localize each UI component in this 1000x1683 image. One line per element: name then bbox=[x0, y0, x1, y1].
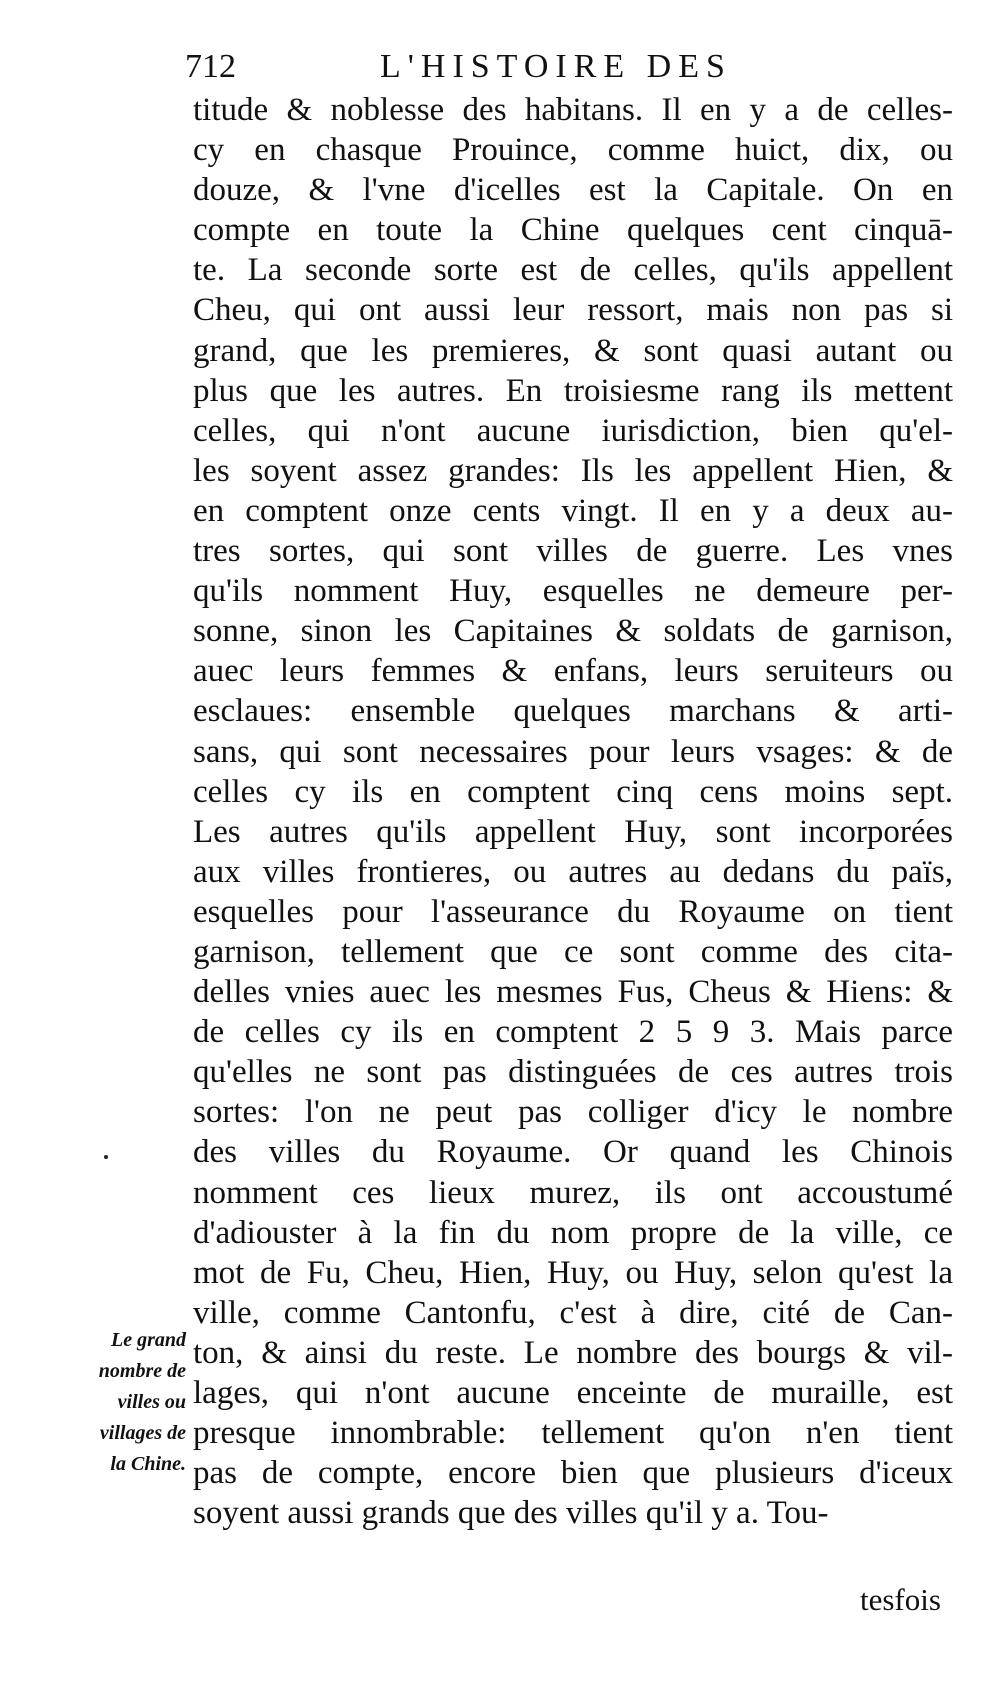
margin-note-line: villages de bbox=[99, 1422, 186, 1444]
text-line: grand, que les premieres, & sont quasi autant ou bbox=[193, 332, 953, 369]
text-line: delles vnies auec les mesmes Fus, Cheus & Hiens: & bbox=[193, 974, 953, 1011]
text-line: esclaues: ensemble quelques marchans & arti- bbox=[193, 693, 953, 730]
text-line: te. La seconde sorte est de celles, qu'ils appellent bbox=[193, 252, 953, 289]
text-line: qu'ils nomment Huy, esquelles ne demeure per- bbox=[193, 573, 953, 610]
catchword: tesfois bbox=[860, 1582, 941, 1617]
page-number: 712 bbox=[185, 48, 236, 85]
ink-speck bbox=[104, 1155, 108, 1159]
text-line: d'adiouster à la fin du nom propre de la ville, ce bbox=[193, 1214, 953, 1251]
text-line: les soyent assez grandes: Ils les appellent Hien, & bbox=[193, 452, 953, 489]
margin-note-line: villes ou bbox=[117, 1391, 186, 1413]
text-line: titude & noblesse des habitans. Il en y a de celles- bbox=[193, 92, 953, 128]
margin-note bbox=[60, 1325, 186, 1480]
text-line: sans, qui sont necessaires pour leurs vsages: & de bbox=[193, 733, 953, 770]
text-line: en comptent onze cents vingt. Il en y a deux au- bbox=[193, 492, 953, 529]
text-line: Cheu, qui ont aussi leur ressort, mais non pas si bbox=[193, 292, 953, 329]
text-line: qu'elles ne sont pas distinguées de ces autres trois bbox=[193, 1054, 953, 1091]
text-line: tres sortes, qui sont villes de guerre. Les vnes bbox=[193, 533, 953, 570]
text-line: de celles cy ils en comptent 2 5 9 3. Mais parce bbox=[193, 1014, 953, 1051]
text-line: sortes: l'on ne peut pas colliger d'icy le nombre bbox=[193, 1094, 953, 1131]
margin-note-line: Le grand bbox=[111, 1329, 186, 1351]
text-line: presque innombrable: tellement qu'on n'en tient bbox=[193, 1415, 953, 1452]
text-line: garnison, tellement que ce sont comme des cita- bbox=[193, 933, 953, 970]
text-line: lages, qui n'ont aucune enceinte de muraille, est bbox=[193, 1375, 953, 1411]
margin-note-line: nombre de bbox=[98, 1360, 186, 1382]
text-line: celles, qui n'ont aucune iurisdiction, bien qu'el- bbox=[193, 412, 953, 449]
text-line: ton, & ainsi du reste. Le nombre des bourgs & vil- bbox=[193, 1334, 953, 1371]
text-line: compte en toute la Chine quelques cent cinquā- bbox=[193, 212, 953, 249]
text-line: celles cy ils en comptent cinq cens moins sept. bbox=[193, 773, 953, 810]
text-line: plus que les autres. En troisiesme rang ils mettent bbox=[193, 372, 953, 409]
text-line: douze, & l'vne d'icelles est la Capitale. On en bbox=[193, 172, 953, 209]
body-text bbox=[193, 90, 953, 1533]
text-line: Les autres qu'ils appellent Huy, sont incorporées bbox=[193, 813, 953, 850]
text-line: mot de Fu, Cheu, Hien, Huy, ou Huy, selon qu'est la bbox=[193, 1254, 953, 1291]
text-line: cy en chasque Prouince, comme huict, dix, ou bbox=[193, 132, 953, 169]
text-line: nomment ces lieux murez, ils ont accoustumé bbox=[193, 1174, 953, 1211]
text-line: ville, comme Cantonfu, c'est à dire, cité de Can- bbox=[193, 1294, 953, 1331]
text-line: des villes du Royaume. Or quand les Chinois bbox=[193, 1134, 953, 1171]
text-line: soyent aussi grands que des villes qu'il y a. Tou- bbox=[193, 1495, 829, 1532]
text-line: aux villes frontieres, ou autres au dedans du païs, bbox=[193, 853, 953, 890]
running-title: L'HISTOIRE DES bbox=[380, 48, 732, 85]
text-line: esquelles pour l'asseurance du Royaume on tient bbox=[193, 893, 953, 930]
page-header bbox=[185, 48, 945, 96]
text-line: auec leurs femmes & enfans, leurs seruiteurs ou bbox=[193, 653, 953, 690]
text-line: sonne, sinon les Capitaines & soldats de garnison, bbox=[193, 613, 953, 650]
margin-note-line: la Chine. bbox=[110, 1453, 186, 1475]
text-line: pas de compte, encore bien que plusieurs d'iceux bbox=[193, 1455, 953, 1492]
